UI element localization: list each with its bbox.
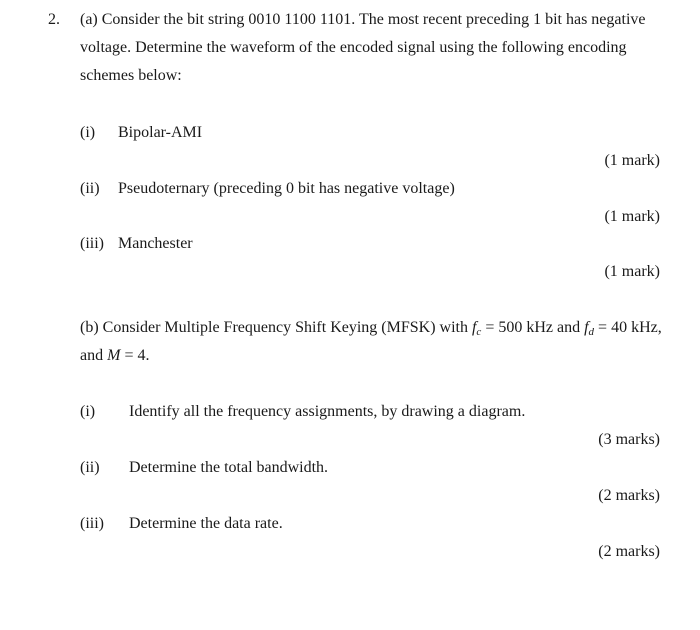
part-a-intro-line-3: schemes below: bbox=[80, 67, 182, 84]
part-b-item-i-number: (i) bbox=[80, 403, 96, 420]
part-b-item-ii-marks: (2 marks) bbox=[598, 487, 660, 504]
part-a-item-ii-text: Pseudoternary (preceding 0 bit has negative voltage) bbox=[118, 180, 455, 197]
fc-subscript: c bbox=[476, 326, 482, 338]
part-a-intro-line-2: voltage. Determine the waveform of the encoded signal using the following encoding bbox=[80, 39, 627, 56]
part-b-intro-text: (b) Consider Multiple Frequency Shift Keying (MFSK) with bbox=[80, 319, 472, 336]
fd-subscript: d bbox=[588, 326, 595, 338]
part-a-item-i-marks: (1 mark) bbox=[604, 152, 660, 169]
part-b-intro-line-2 bbox=[80, 346, 149, 366]
part-b-item-iii-marks: (2 marks) bbox=[598, 543, 660, 560]
part-b-item-i-marks: (3 marks) bbox=[598, 431, 660, 448]
part-a-item-iii-text: Manchester bbox=[118, 235, 193, 252]
part-b-line2-text: and bbox=[80, 347, 108, 364]
part-a-item-ii-marks: (1 mark) bbox=[604, 208, 660, 225]
m-value: = 4. bbox=[120, 347, 150, 364]
part-b-item-iii-text: Determine the data rate. bbox=[129, 515, 283, 532]
part-a-item-iii-number: (iii) bbox=[80, 235, 104, 252]
part-a-item-ii-number: (ii) bbox=[80, 180, 100, 197]
fd-value: = 40 kHz, bbox=[594, 319, 662, 336]
part-b-item-ii-number: (ii) bbox=[80, 459, 100, 476]
part-a-item-i-number: (i) bbox=[80, 124, 96, 141]
fd-symbol: f bbox=[584, 319, 589, 336]
question-number: 2. bbox=[48, 11, 60, 28]
fc-value: = 500 kHz and bbox=[481, 319, 585, 336]
part-b-intro-line-1 bbox=[80, 318, 662, 342]
part-b-item-iii-number: (iii) bbox=[80, 515, 104, 532]
part-a-intro-line-1: (a) Consider the bit string 0010 1100 1101. The most recent preceding 1 bit has negative bbox=[80, 11, 646, 28]
fc-symbol: f bbox=[471, 319, 477, 336]
m-symbol: M bbox=[107, 347, 121, 364]
part-b-item-i-text: Identify all the frequency assignments, by drawing a diagram. bbox=[129, 403, 526, 420]
part-b-item-ii-text: Determine the total bandwidth. bbox=[129, 459, 329, 476]
part-a-item-iii-marks: (1 mark) bbox=[604, 263, 660, 280]
part-a-item-i-text: Bipolar-AMI bbox=[118, 124, 203, 141]
